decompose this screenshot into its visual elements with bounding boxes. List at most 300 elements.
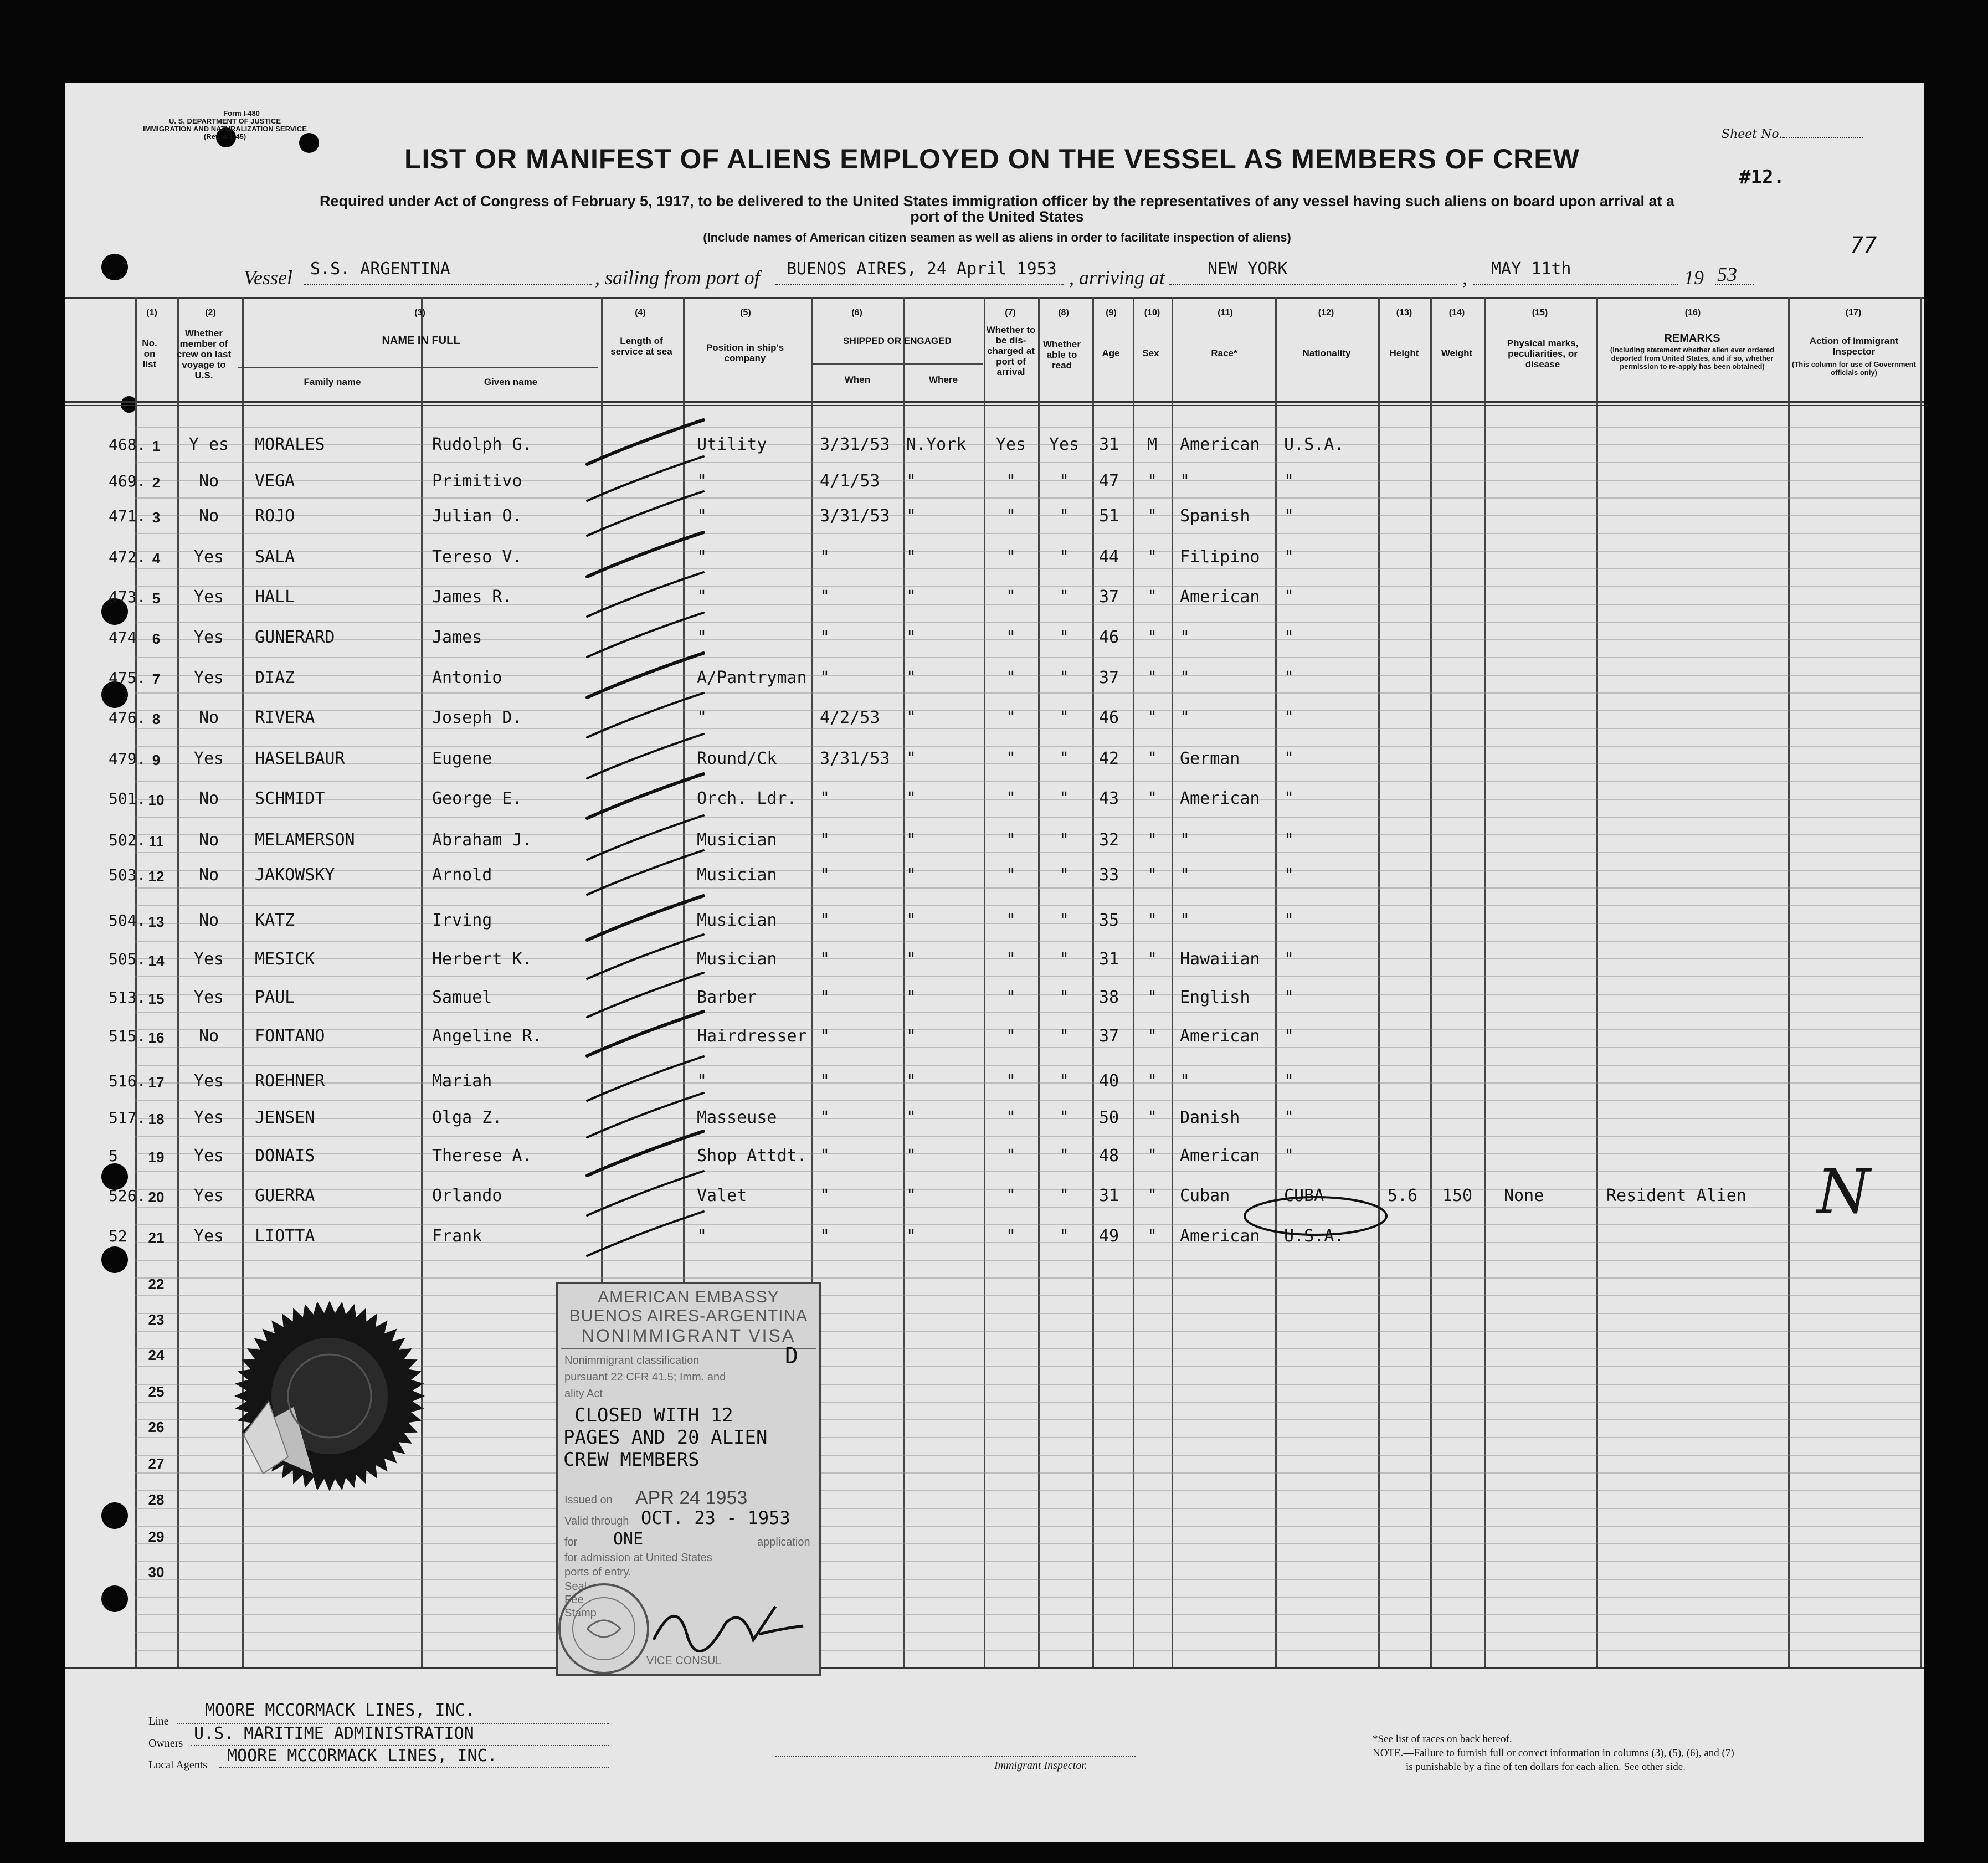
cell-where: " [906,1071,917,1091]
margin-number: 503. [109,866,146,884]
cell-nat: " [1284,1071,1294,1091]
row-number: 18 [148,1111,165,1127]
column-number: (4) [635,308,646,317]
cell-read: " [1059,471,1070,491]
cell-when: 4/1/53 [820,471,880,491]
cell-position: Shop Attdt. [697,1146,807,1166]
shipped-subheader-line [812,363,983,365]
arrival-date: MAY 11th [1491,259,1571,279]
cell-nat: U.S.A. [1284,1226,1344,1246]
table-bottom-border [65,1667,1924,1669]
column-number: (3) [414,308,425,317]
cell-position: " [697,471,707,491]
cell-read: " [1059,865,1070,885]
cell-given: James R. [432,587,512,607]
cell-when: " [820,668,830,687]
header-length-service: Length of service at sea [610,336,672,357]
cell-disch: " [1005,1186,1016,1205]
column-rule [1788,297,1790,1667]
cell-where: " [906,708,917,727]
column-number: (5) [740,308,751,317]
row-number: 6 [152,630,161,647]
cell-nat: " [1284,911,1294,930]
cell-nat: " [1284,547,1294,567]
cell-weight: 150 [1442,1186,1473,1205]
margin-number: 526. [109,1187,146,1205]
footer-races-note: *See list of races on back hereof. [1373,1733,1512,1745]
cell-where: " [906,587,917,607]
cell-read: " [1059,1108,1070,1127]
row-number: 23 [148,1311,165,1328]
margin-number: 502. [109,831,146,849]
cell-family: SALA [255,547,295,567]
service-scribble [587,1012,703,1056]
cell-family: JAKOWSKY [255,865,335,885]
cell-nat: " [1284,830,1294,850]
row-rule [135,941,1920,942]
cell-race: Cuban [1180,1186,1230,1205]
date-line [1473,284,1678,285]
column-number: (12) [1318,308,1334,317]
cell-family: MORALES [255,435,325,454]
cell-read: " [1059,950,1070,969]
header-discharged: Whether to be dis-charged at port of arrival [986,325,1036,377]
cell-given: Arnold [432,865,492,885]
header-race: Race* [1211,348,1237,358]
punch-hole [101,1163,128,1190]
cell-member: No [198,708,219,727]
row-number: 1 [152,438,161,454]
cell-family: HALL [255,587,295,607]
comma: , [1462,266,1467,289]
footer-agents-value: MOORE MCCORMACK LINES, INC. [227,1746,497,1766]
cell-race: " [1180,668,1190,687]
cell-family: SCHMIDT [255,789,325,808]
cell-disch: " [1005,1226,1016,1246]
cell-nat: " [1284,1108,1294,1127]
stamp-issued-label: Issued on [564,1494,613,1506]
cell-race: American [1180,1226,1260,1246]
cell-where: " [906,628,917,647]
cell-when: " [820,1027,830,1046]
column-rule [984,297,985,1667]
cell-when: " [820,628,830,647]
cell-member: No [198,506,219,526]
service-scribble [587,896,703,940]
row-rule [135,1047,1920,1048]
header-age: Age [1102,348,1120,358]
cell-nat: " [1284,471,1294,491]
stamp-valid-label: Valid through [564,1515,629,1527]
cell-read: " [1059,547,1070,567]
sailing-port: BUENOS AIRES, 24 April 1953 [787,259,1057,279]
cell-member: Yes [193,988,224,1007]
column-rule [1038,297,1040,1667]
cell-disch: " [1005,789,1016,808]
cell-age: 35 [1098,911,1119,930]
cell-position: " [697,587,707,607]
sailing-label: , sailing from port of [595,266,760,289]
cell-sex: " [1147,830,1158,850]
cell-age: 47 [1098,471,1119,491]
margin-number: 475. [109,669,146,687]
cell-physical: None [1504,1186,1544,1205]
cell-when: 3/31/53 [820,506,890,526]
cell-member: Yes [193,1108,224,1127]
cell-when: " [820,1071,830,1091]
column-rule [1920,297,1922,1667]
cell-where: N.York [906,435,967,454]
page-title: LIST OR MANIFEST OF ALIENS EMPLOYED ON THE VESSEL AS MEMBERS OF CREW [404,143,1580,175]
cell-read: Yes [1049,435,1080,454]
cell-read: " [1059,1226,1070,1246]
row-number: 26 [148,1419,165,1435]
cell-race: English [1180,988,1250,1007]
column-number: (6) [851,308,862,317]
cell-age: 40 [1098,1071,1119,1091]
row-number: 16 [148,1029,165,1046]
header-physical: Physical marks, peculiarities, or disease [1507,338,1579,369]
header-nationality: Nationality [1302,348,1351,358]
cell-where: " [906,1108,917,1127]
column-number: (2) [205,308,216,317]
cell-height: 5.6 [1387,1186,1418,1205]
footer-inspector-label: Immigrant Inspector. [994,1759,1087,1772]
cell-member: Yes [193,587,224,607]
cell-when: " [820,587,830,607]
row-rule [135,568,1920,569]
cell-member: No [198,865,219,885]
cell-given: Joseph D. [432,708,522,727]
cell-where: " [906,789,917,808]
vessel-line [304,284,592,285]
cell-given: Rudolph G. [432,435,532,454]
cell-nat: " [1284,1146,1294,1166]
cell-where: " [906,950,917,969]
stamp-pursuant: pursuant 22 CFR 41.5; Imm. and [564,1371,726,1383]
column-number: (8) [1058,308,1069,317]
cell-given: James [432,628,482,647]
row-rule [135,746,1920,747]
margin-number: 517. [109,1108,146,1127]
cell-race: " [1180,911,1190,930]
cell-race: " [1180,865,1190,885]
column-number: (10) [1144,308,1160,317]
row-rule [135,1614,1920,1615]
cell-nat: " [1284,749,1294,768]
cell-race: German [1180,749,1240,768]
punch-hole [101,1585,128,1612]
cell-age: 38 [1098,988,1119,1007]
cell-sex: " [1147,1071,1158,1091]
header-given-name: Given name [484,377,538,387]
header-bottom-border-2 [65,405,1924,406]
cell-when: " [820,911,830,930]
row-rule [135,427,1920,428]
stamp-stamp: Stamp [564,1607,597,1619]
cell-disch: " [1005,506,1016,526]
cell-nat: " [1284,587,1294,607]
cell-family: KATZ [255,911,295,930]
cell-sex: " [1147,587,1158,607]
column-rule [1275,297,1277,1667]
cell-given: Eugene [432,749,492,768]
cell-disch: " [1005,547,1016,567]
stamp-issued-date: APR 24 1953 [635,1487,748,1508]
cell-where: " [906,1146,917,1166]
cell-age: 32 [1098,830,1119,850]
cell-when: 3/31/53 [820,749,890,768]
row-number: 2 [152,474,161,491]
cell-member: Yes [193,1071,224,1091]
cell-disch: " [1005,1108,1016,1127]
service-scribble [587,734,703,778]
consular-seal-and-signature [515,1573,825,1679]
cell-race: " [1180,1071,1190,1091]
page-mark: 77 [1850,233,1877,258]
row-rule [135,728,1920,729]
cell-position: " [697,506,707,526]
row-number: 10 [148,792,165,808]
row-number: 21 [148,1229,165,1246]
stamp-fee: Fee [564,1594,584,1606]
column-number: (17) [1845,308,1862,317]
cell-member: No [198,1027,219,1046]
cell-race: American [1180,1146,1260,1166]
cell-read: " [1059,628,1070,647]
margin-number: 516. [109,1072,146,1090]
cell-race: Filipino [1180,547,1260,567]
cell-where: " [906,547,917,567]
column-rule [135,297,137,1667]
cell-read: " [1059,1027,1070,1046]
arriving-port: NEW YORK [1208,259,1288,279]
header-able-read: Whether able to read [1043,339,1081,371]
cell-given: Mariah [432,1071,492,1091]
punch-hole [101,1502,128,1529]
cell-nat: " [1284,628,1294,647]
action-mark: N [1817,1156,1871,1227]
cell-age: 51 [1098,506,1119,526]
row-number: 19 [148,1149,165,1166]
row-number: 9 [152,752,161,768]
row-number: 20 [148,1189,165,1205]
cuba-circle [1241,1191,1396,1241]
cell-member: Yes [193,1186,224,1205]
cell-age: 31 [1098,950,1119,969]
row-rule [135,1561,1920,1562]
punch-hole [101,254,128,280]
cell-sex: " [1147,911,1158,930]
cell-disch: " [1005,708,1016,727]
margin-number: 501. [109,789,146,808]
cell-when: " [820,1108,830,1127]
row-rule [135,1260,1920,1261]
service-scribble [587,456,703,501]
row-number: 22 [148,1276,165,1292]
cell-member: Yes [193,1226,224,1246]
cell-read: " [1059,506,1070,526]
embossed-seal [222,1291,438,1501]
row-rule [135,1100,1920,1101]
cell-sex: " [1147,749,1158,768]
header-bottom-border [65,401,1924,403]
cell-disch: " [1005,628,1016,647]
cell-when: " [820,1226,830,1246]
margin-number: 5 [109,1147,118,1165]
cell-member: Yes [193,628,224,647]
cell-position: " [697,708,707,727]
cell-where: " [906,506,917,526]
cell-given: Primitivo [432,471,522,491]
cell-disch: " [1005,668,1016,687]
header-action: Action of Immigrant Inspector [1809,336,1899,357]
row-rule [135,1171,1920,1172]
subtitle-line2: port of the United States [910,208,1084,225]
cell-sex: " [1147,1027,1158,1046]
row-number: 8 [152,711,161,727]
service-scribble [587,1056,703,1101]
cell-age: 31 [1098,435,1119,454]
row-number: 27 [148,1455,165,1472]
cell-nat: " [1284,988,1294,1007]
cell-member: Yes [193,1146,224,1166]
row-rule [135,976,1920,977]
stamp-act: ality Act [564,1388,603,1400]
service-scribbles [576,396,775,1271]
cell-sex: " [1147,668,1158,687]
cell-position: Utility [697,435,767,454]
cell-race: American [1180,435,1260,454]
cell-nat: " [1284,708,1294,727]
header-name-in-full: NAME IN FULL [382,335,460,347]
row-rule [135,1650,1920,1651]
cell-sex: " [1147,1146,1158,1166]
cell-family: MESICK [255,950,315,969]
cell-where: " [906,1186,917,1205]
service-scribble [587,815,703,860]
row-number: 7 [152,671,161,687]
cell-nat: " [1284,1027,1294,1046]
column-number: (14) [1448,308,1465,317]
cell-age: 42 [1098,749,1119,768]
service-scribble [587,935,703,979]
cell-read: " [1059,830,1070,850]
cell-disch: " [1005,988,1016,1007]
cell-member: Yes [193,547,224,567]
cell-when: " [820,1146,830,1166]
cell-nat: " [1284,865,1294,885]
footer-line-label: Line [148,1715,169,1727]
cell-given: Orlando [432,1186,502,1205]
cell-position: Hairdresser [697,1027,807,1046]
column-rule [1484,297,1486,1667]
margin-number: 472. [109,548,146,566]
cell-nat: " [1284,950,1294,969]
cell-position: A/Pantryman [697,668,807,687]
service-scribble [587,653,703,697]
cell-when: " [820,789,830,808]
stamp-handwritten-3: CREW MEMBERS [563,1449,700,1471]
cell-family: RIVERA [255,708,315,727]
cell-given: Herbert K. [432,950,532,969]
header-where: Where [929,374,958,385]
cell-position: Round/Ck [697,749,777,768]
cell-given: Therese A. [432,1146,532,1166]
service-scribble [587,613,703,657]
cell-where: " [906,911,917,930]
cell-when: " [820,865,830,885]
row-number: 29 [148,1528,165,1545]
row-number: 4 [152,550,161,567]
arriving-line [1169,284,1457,285]
cell-disch: " [1005,1027,1016,1046]
row-rule [135,817,1920,818]
cell-position: Orch. Ldr. [697,789,797,808]
cell-sex: " [1147,988,1158,1007]
cell-member: Yes [193,749,224,768]
stamp-for-value: ONE [613,1530,644,1549]
cell-age: 46 [1098,628,1119,647]
punch-hole [101,1246,128,1273]
margin-number: 469. [109,472,146,490]
arriving-label: , arriving at [1069,266,1165,289]
cell-when: " [820,1186,830,1205]
year-prefix: 19 [1684,266,1704,289]
cell-given: Antonio [432,668,502,687]
cell-age: 37 [1098,587,1119,607]
cell-nat: U.S.A. [1284,435,1344,454]
cell-given: Julian O. [432,506,522,526]
service-scribble [587,1131,703,1176]
department: U. S. DEPARTMENT OF JUSTICE [169,117,281,125]
subtitle-note: (Include names of American citizen seamen as well as aliens in order to facilitate inspection of aliens) [703,230,1291,244]
cell-family: DONAIS [255,1146,315,1166]
cell-given: Angeline R. [432,1027,542,1046]
cell-sex: " [1147,708,1158,727]
cell-where: " [906,830,917,850]
service-scribble [587,1171,703,1215]
row-number: 30 [148,1564,165,1580]
column-number: (1) [146,308,157,317]
row-rule [135,533,1920,534]
cell-family: GUERRA [255,1186,315,1205]
header-when: When [844,374,871,385]
cell-sex: " [1147,506,1158,526]
cell-member: No [198,789,219,808]
row-rule [135,1065,1920,1066]
stamp-embassy: AMERICAN EMBASSY [598,1288,779,1306]
column-rule [1596,297,1598,1667]
cell-where: " [906,471,917,491]
cell-family: JENSEN [255,1108,315,1127]
row-rule [135,622,1920,623]
cell-given: Irving [432,911,492,930]
header-action-note: (This column for use of Government officials only) [1792,360,1916,377]
cell-age: 43 [1098,789,1119,808]
cell-disch: " [1005,1071,1016,1091]
cell-member: Y es [188,435,229,454]
cell-sex: " [1147,471,1158,491]
cell-race: American [1180,587,1260,607]
table-top-border [65,297,1924,299]
row-number: 14 [148,952,165,969]
cell-race: Hawaiian [1180,950,1260,969]
cell-read: " [1059,789,1070,808]
stamp-application: application [757,1536,810,1548]
cell-race: " [1180,708,1190,727]
cell-sex: " [1147,789,1158,808]
